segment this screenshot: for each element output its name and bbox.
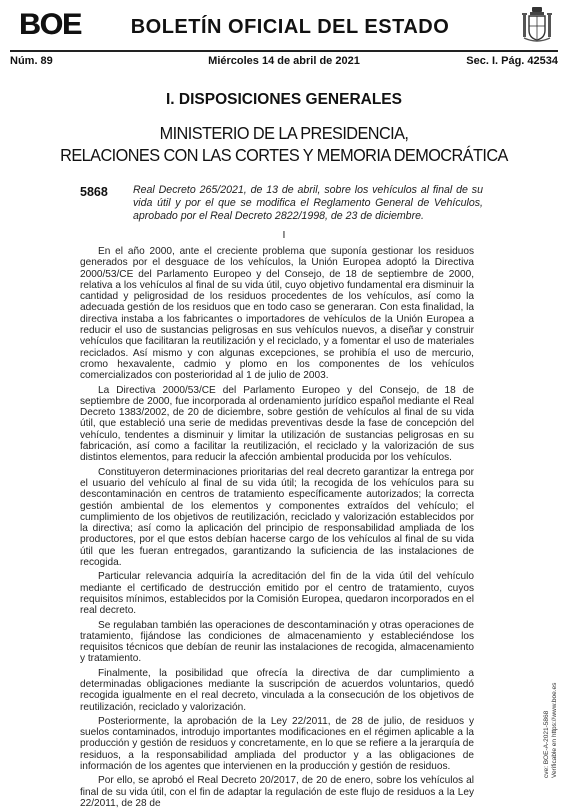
body-paragraph: Finalmente, la posibilidad que ofrecía la directiva de dar cumplimiento a determinadas obligaciones mediante la suscripción de acuerdos voluntarios, quedó recogida igualmente en el real decreto, vinculada a la consecución de los objetivos de reutilización, reciclado y valorización. <box>80 667 474 713</box>
body-paragraph: Posteriormente, la aprobación de la Ley 22/2011, de 28 de julio, de residuos y suelos contaminados, introdujo importantes modificaciones en el régimen aplicable a la producción y gestión de residuos y concretamente, en lo que se refiere a la jerarquía de residuos, a la responsabilidad ampliada del productor y a las obligaciones de información de los agentes que intervienen en la producción y gestión de residuos. <box>80 715 474 773</box>
section-page: Sec. I. Pág. 42534 <box>466 55 558 67</box>
header-rule <box>10 50 558 52</box>
body-paragraph: Particular relevancia adquiría la acreditación del fin de la vida útil del vehículo mediante el certificado de destrucción emitido por el centro de tratamiento, cuyos requisitos mínimos, establecidos por la Comisión Europea, quedaron incorporados en el real decreto. <box>80 571 474 617</box>
body-paragraph: En el año 2000, ante el creciente problema que suponía gestionar los residuos generados por el desguace de los vehículos, la Unión Europea adoptó la Directiva 2000/53/CE del Parlamento Europeo y del Consejo, de 18 de septiembre de 2000, relativa a los vehículos al final de su vida útil, cuyo objetivo fundamental era disminuir la cantidad y peligrosidad de los residuos procedentes de los vehículos, así como la adecuada gestión de los residuos que en todo caso se generaran. Con esta finalidad, la directiva instaba a los fabricantes o importadores de vehículos de la Unión Europea a reducir el uso de sustancias peligrosas en sus vehículos nuevos, a diseñar y construir vehículos que facilitaran la reutilización y el reciclado, y a fomentar el uso de materiales reciclados. Así mismo y con algunas excepciones, se prohibía el uso de mercurio, cromo hexavalente, cadmio y plomo en los componentes de los vehículos comercializados con posterioridad al 1 de julio de 2003. <box>80 246 474 382</box>
provision-number: 5868 <box>80 185 108 199</box>
ministry-heading <box>20 122 548 166</box>
verification-code: cve: BOE-A-2021-5868 <box>543 710 550 778</box>
ministry-line-2: RELACIONES CON LAS CORTES Y MEMORIA DEMOCRÁTICA <box>60 145 508 165</box>
body-paragraph: La Directiva 2000/53/CE del Parlamento Europeo y del Consejo, de 18 de septiembre de 2000, fue incorporada al ordenamiento jurídico español mediante el Real Decreto 1383/2002, de 20 de diciembre, sobre gestión de vehículos al final de su vida útil, que estableció una serie de medidas preventivas desde la fase de concepción del vehículo, tendentes a disminuir y limitar la utilización de sustancias peligrosas en su fabricación, así como a facilitar la reutilización, el reciclado y la valorización de sus distintos elementos, para reducir la afección ambiental producida por los vehículos. <box>80 384 474 464</box>
body-paragraph: Constituyeron determinaciones prioritarias del real decreto garantizar la entrega por el usuario del vehículo al final de su vida útil; la recogida de los vehículos para su descontaminación en centros de tratamiento específicamente autorizados; la correcta gestión ambiental de los elementos y componentes extraídos del vehículo; el cumplimiento de los objetivos de reutilización, reciclado y valorización establecidos por la directiva; así como la aplicación del principio de responsabilidad ampliada de los productores, por el que estos debían hacerse cargo de los vehículos al final de su vida útil que les fueran entregados, garantizando la suficiencia de las instalaciones de recogida. <box>80 466 474 569</box>
provision-title: Real Decreto 265/2021, de 13 de abril, sobre los vehículos al final de su vida útil y por el que se modifica el Reglamento General de Vehículos, aprobado por el Real Decreto 2822/1998, de 23 de diciembre. <box>133 184 483 222</box>
masthead-title: BOLETÍN OFICIAL DEL ESTADO <box>130 16 450 38</box>
boe-logo-text: BOE <box>18 8 81 41</box>
body-paragraph: Por ello, se aprobó el Real Decreto 20/2017, de 20 de enero, sobre los vehículos al final de su vida útil, con el fin de adaptar la regulación de este flujo de residuos a la Ley 22/2011, de 28 de <box>80 775 474 809</box>
chapter-numeral: I <box>282 229 286 241</box>
section-title: I. DISPOSICIONES GENERALES <box>166 91 402 108</box>
verification-note <box>543 638 559 778</box>
coat-of-arms-icon <box>520 6 554 46</box>
body-paragraph: Se regulaban también las operaciones de descontaminación y otras operaciones de tratamiento, fijándose las condiciones de almacenamiento y estableciéndose los requisitos técnicos que debían de reunir las instalaciones de recogida, almacenamiento y tratamiento. <box>80 619 474 665</box>
document-body <box>80 246 474 809</box>
verification-url[interactable]: Verificable en https://www.boe.es <box>551 682 558 778</box>
issue-number: Núm. 89 <box>10 55 53 67</box>
ministry-line-1: MINISTERIO DE LA PRESIDENCIA, <box>159 123 409 143</box>
issue-info-bar <box>10 55 558 71</box>
issue-date: Miércoles 14 de abril de 2021 <box>208 55 360 67</box>
boe-logo <box>12 10 88 40</box>
